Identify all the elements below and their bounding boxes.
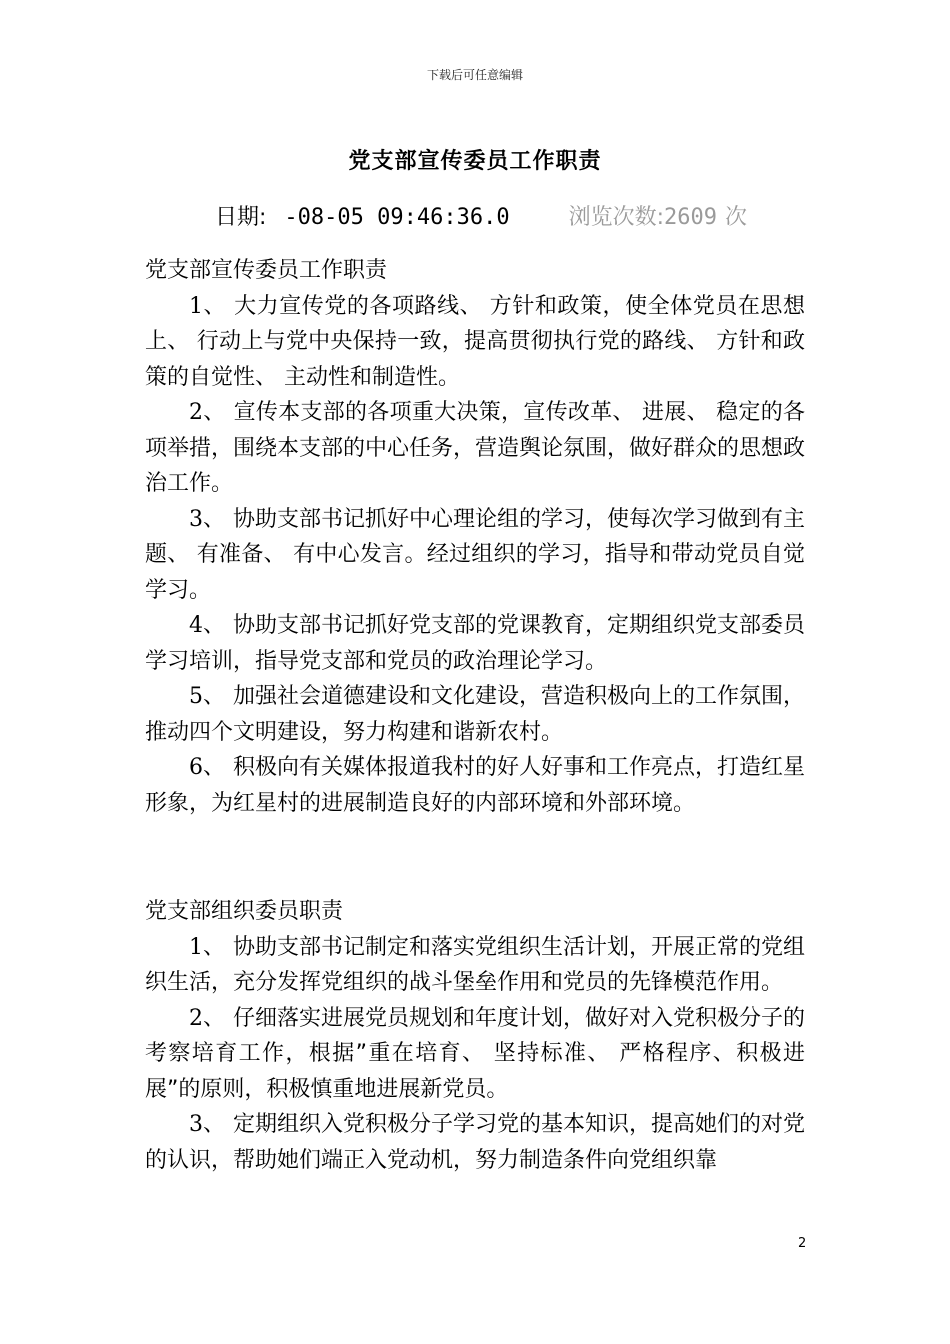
item-text: 协助支部书记抓好中心理论组的学习，使每次学习做到有主题、 有准备、 有中心发言。经过组织的学习，指导和带动党员自觉学习。 — [145, 506, 806, 603]
list-item — [145, 750, 805, 821]
list-item — [145, 608, 805, 679]
list-item — [145, 1001, 805, 1108]
item-number: 3、 — [189, 506, 225, 532]
list-item — [145, 679, 805, 750]
item-number: 2、 — [189, 1005, 225, 1031]
list-item — [145, 1107, 805, 1178]
view-count — [569, 205, 747, 230]
item-number: 1、 — [189, 934, 225, 960]
item-text: 宣传本支部的各项重大决策，宣传改革、 进展、 稳定的各项举措，围绕本支部的中心任务，营造舆论氛围，做好群众的思想政治工作。 — [145, 400, 806, 496]
item-number: 4、 — [189, 613, 225, 638]
item-text: 大力宣传党的各项路线、 方针和政策，使全体党员在思想上、 行动上与党中央保持一致，提高贯彻执行党的路线、 方针和政策的自觉性、 主动性和制造性。 — [145, 293, 805, 390]
date-value: -08-05 09:46:36.0 — [284, 205, 510, 230]
section-heading: 党支部组织委员职责 — [145, 899, 344, 924]
item-number: 3、 — [189, 1112, 225, 1137]
list-item — [145, 502, 805, 609]
item-number: 1、 — [189, 293, 227, 319]
item-text: 积极向有关媒体报道我村的好人好事和工作亮点，打造红星形象，为红星村的进展制造良好的内部环境和外部环境。 — [145, 755, 806, 816]
item-text: 仔细落实进展党员规划和年度计划，做好对入党积极分子的考察培育工作，根据”重在培育、 坚持标准、 严格程序、积极进展”的原则，积极慎重地进展新党员。 — [145, 1005, 806, 1102]
header-note: 下载后可任意编辑 — [426, 68, 523, 82]
views-count: 2609 — [664, 205, 717, 230]
section-heading: 党支部宣传委员工作职责 — [145, 258, 388, 283]
document-meta — [215, 200, 747, 231]
list-item — [145, 395, 805, 502]
item-text: 定期组织入党积极分子学习党的基本知识，提高她们的对党的认识，帮助她们端正入党动机，努力制造条件向党组织靠 — [145, 1112, 806, 1173]
item-number: 5、 — [189, 684, 225, 709]
item-text: 加强社会道德建设和文化建设，营造积极向上的工作氛围，推动四个文明建设，努力构建和谐新农村。 — [145, 684, 806, 745]
item-text: 协助支部书记抓好党支部的党课教育，定期组织党支部委员学习培训，指导党支部和党员的政治理论学习。 — [145, 613, 806, 674]
views-label: 浏览次数: — [568, 205, 665, 230]
item-text: 协助支部书记制定和落实党组织生活计划，开展正常的党组织生活，充分发挥党组织的战斗堡垒作用和党员的先锋模范作用。 — [145, 934, 806, 995]
list-item — [145, 930, 805, 1001]
item-number: 2、 — [189, 400, 226, 425]
page-number: 2 — [798, 1236, 807, 1251]
date-label: 日期: — [215, 205, 267, 230]
list-item — [145, 289, 805, 396]
document-title: 党支部宣传委员工作职责 — [348, 149, 602, 174]
section-organization-duties — [145, 894, 805, 1178]
item-number: 6、 — [189, 755, 225, 780]
section-propaganda-duties — [145, 253, 805, 821]
views-unit: 次 — [725, 205, 748, 230]
